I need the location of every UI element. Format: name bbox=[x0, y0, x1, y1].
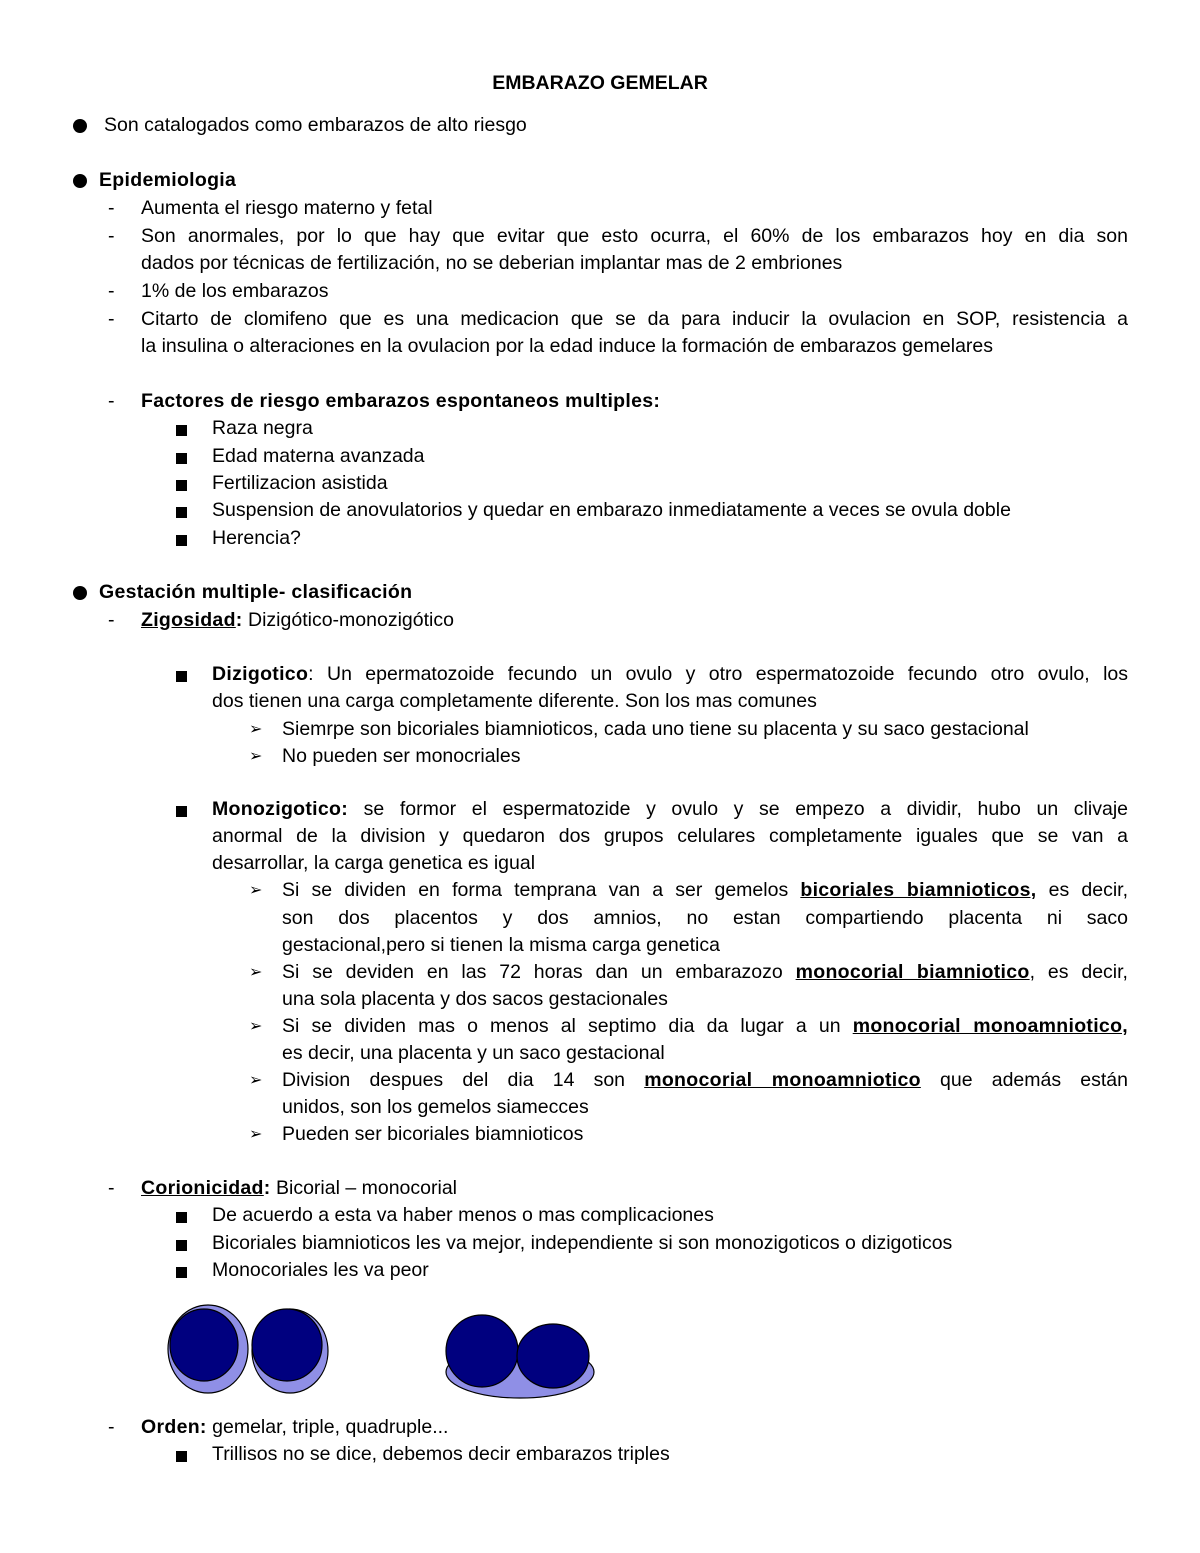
factores-heading: Factores de riesgo embarazos espontaneos multiples: bbox=[141, 390, 661, 412]
mono-point-1-line2: son dos placentos y dos amnios, no estan compartiendo placenta ni saco bbox=[282, 907, 1128, 929]
dizigotico-text: : Un epermatozoide fecundo un ovulo y otro espermatozoide fecundo otro ovulo, los bbox=[308, 663, 1128, 685]
mono-point-term: monocorial monoamniotico bbox=[644, 1069, 921, 1091]
square-bullet bbox=[176, 425, 187, 436]
mono-point-text: , es decir, bbox=[1029, 961, 1128, 983]
embryo-right bbox=[252, 1309, 322, 1381]
dash-marker: - bbox=[108, 390, 115, 412]
epi-item: dados por técnicas de fertilización, no se deberian implantar mas de 2 embriones bbox=[141, 252, 843, 274]
orden-line bbox=[141, 1414, 448, 1441]
square-bullet bbox=[176, 535, 187, 546]
square-bullet bbox=[176, 1212, 187, 1223]
zigosidad-colon: : bbox=[235, 609, 243, 631]
dizigotico-line1 bbox=[212, 661, 1128, 688]
mono-point-2-line2: una sola placenta y dos sacos gestacionales bbox=[282, 988, 668, 1010]
square-bullet bbox=[176, 453, 187, 464]
zigosidad-text: Dizigótico-monozigótico bbox=[242, 609, 454, 631]
epi-item: Aumenta el riesgo materno y fetal bbox=[141, 197, 433, 219]
section-heading-epidemiologia: Epidemiologia bbox=[99, 169, 237, 191]
mono-point-5: Pueden ser bicoriales biamnioticos bbox=[282, 1123, 584, 1145]
section-heading-clasificacion: Gestación multiple- clasificación bbox=[99, 581, 413, 603]
square-bullet bbox=[176, 1267, 187, 1278]
corionicidad-item: Bicoriales biamnioticos les va mejor, independiente si son monozigoticos o dizigoticos bbox=[212, 1232, 953, 1254]
mono-point-1-line3: gestacional,pero si tienen la misma carga genetica bbox=[282, 934, 720, 956]
monozigotico-line3: desarrollar, la carga genetica es igual bbox=[212, 852, 536, 874]
dash-marker: - bbox=[108, 197, 115, 219]
mono-point-text: Division despues del dia 14 son bbox=[282, 1069, 645, 1091]
mono-point-3-line2: es decir, una placenta y un saco gestacional bbox=[282, 1042, 665, 1064]
epi-item: Citarto de clomifeno que es una medicacion que se da para inducir la ovulacion en SOP, resistencia a bbox=[141, 308, 1128, 330]
dash-marker: - bbox=[108, 225, 115, 247]
square-bullet bbox=[176, 507, 187, 518]
dash-marker: - bbox=[108, 280, 115, 302]
mono-point-term: monocorial biamniotico bbox=[795, 961, 1030, 983]
bullet-dot bbox=[73, 586, 87, 600]
corionicidad-text: Bicorial – monocorial bbox=[270, 1177, 457, 1199]
arrow-bullet: ➢ bbox=[249, 964, 263, 981]
orden-item: Trillisos no se dice, debemos decir embarazos triples bbox=[212, 1443, 670, 1465]
square-bullet bbox=[176, 671, 187, 682]
factor-item: Fertilizacion asistida bbox=[212, 472, 388, 494]
dizigotico-point: No pueden ser monocriales bbox=[282, 745, 521, 767]
factor-item: Raza negra bbox=[212, 417, 313, 439]
mono-point-4 bbox=[282, 1067, 1128, 1094]
intro-text: Son catalogados como embarazos de alto riesgo bbox=[104, 114, 527, 136]
dash-marker: - bbox=[108, 609, 115, 631]
corionicidad-label: Corionicidad bbox=[141, 1177, 264, 1199]
dizigotico-point: Siemrpe son bicoriales biamnioticos, cada uno tiene su placenta y su saco gestacional bbox=[282, 718, 1029, 740]
embryo-right bbox=[517, 1324, 589, 1388]
mono-point-4-line2: unidos, son los gemelos siamecces bbox=[282, 1096, 589, 1118]
mono-point-text: Si se dividen mas o menos al septimo dia da lugar a un bbox=[282, 1015, 853, 1037]
bullet-dot bbox=[73, 174, 87, 188]
epi-item: 1% de los embarazos bbox=[141, 280, 329, 302]
dizigotico-line2: dos tienen una carga completamente diferente. Son los mas comunes bbox=[212, 690, 817, 712]
square-bullet bbox=[176, 806, 187, 817]
orden-label: Orden: bbox=[141, 1416, 207, 1438]
factor-item: Herencia? bbox=[212, 527, 301, 549]
square-bullet bbox=[176, 1240, 187, 1251]
dizigotico-label: Dizigotico bbox=[212, 663, 309, 685]
mono-point-1 bbox=[282, 877, 1128, 904]
arrow-bullet: ➢ bbox=[249, 1072, 263, 1089]
factor-item: Suspension de anovulatorios y quedar en embarazo inmediatamente a veces se ovula doble bbox=[212, 499, 1011, 521]
embryo-left bbox=[170, 1309, 238, 1381]
dash-marker: - bbox=[108, 308, 115, 330]
monozigotico-line1 bbox=[212, 796, 1128, 823]
mono-point-3 bbox=[282, 1013, 1128, 1040]
epi-item: Son anormales, por lo que hay que evitar que esto ocurra, el 60% de los embarazos hoy en dia son bbox=[141, 225, 1128, 247]
monocorial-illustration bbox=[440, 1312, 600, 1404]
mono-point-term: monocorial monoamniotico, bbox=[852, 1015, 1128, 1037]
arrow-bullet: ➢ bbox=[249, 721, 263, 738]
corionicidad-item: De acuerdo a esta va haber menos o mas complicaciones bbox=[212, 1204, 714, 1226]
zigosidad-label: Zigosidad bbox=[141, 609, 236, 631]
mono-point-term: bicoriales biamnioticos, bbox=[800, 879, 1037, 901]
dash-marker: - bbox=[108, 1177, 115, 1199]
page-title: EMBARAZO GEMELAR bbox=[492, 72, 708, 94]
corionicidad-item: Monocoriales les va peor bbox=[212, 1259, 429, 1281]
mono-point-text: es decir, bbox=[1036, 879, 1128, 901]
corionicidad-colon: : bbox=[263, 1177, 271, 1199]
mono-point-text: que además están bbox=[920, 1069, 1128, 1091]
mono-point-2 bbox=[282, 959, 1128, 986]
bullet-dot bbox=[73, 119, 87, 133]
zigosidad-line bbox=[141, 607, 454, 634]
epi-item: la insulina o alteraciones en la ovulacion por la edad induce la formación de embarazos gemelares bbox=[141, 335, 994, 357]
monozigotico-label: Monozigotico: bbox=[212, 798, 349, 820]
arrow-bullet: ➢ bbox=[249, 748, 263, 765]
monozigotico-text: se formor el espermatozide y ovulo y se empezo a dividir, hubo un clivaje bbox=[348, 798, 1128, 820]
monozigotico-line2: anormal de la division y quedaron dos grupos celulares completamente iguales que se van a bbox=[212, 825, 1128, 847]
arrow-bullet: ➢ bbox=[249, 882, 263, 899]
square-bullet bbox=[176, 480, 187, 491]
square-bullet bbox=[176, 1451, 187, 1462]
mono-point-text: Si se dividen en forma temprana van a ser gemelos bbox=[282, 879, 801, 901]
arrow-bullet: ➢ bbox=[249, 1018, 263, 1035]
mono-point-text: Si se deviden en las 72 horas dan un embarazozo bbox=[282, 961, 796, 983]
factor-item: Edad materna avanzada bbox=[212, 445, 425, 467]
embryo-left bbox=[446, 1315, 518, 1387]
dash-marker: - bbox=[108, 1416, 115, 1438]
corionicidad-line bbox=[141, 1175, 457, 1202]
arrow-bullet: ➢ bbox=[249, 1126, 263, 1143]
bicorial-illustration bbox=[166, 1303, 336, 1403]
orden-text: gemelar, triple, quadruple... bbox=[206, 1416, 449, 1438]
